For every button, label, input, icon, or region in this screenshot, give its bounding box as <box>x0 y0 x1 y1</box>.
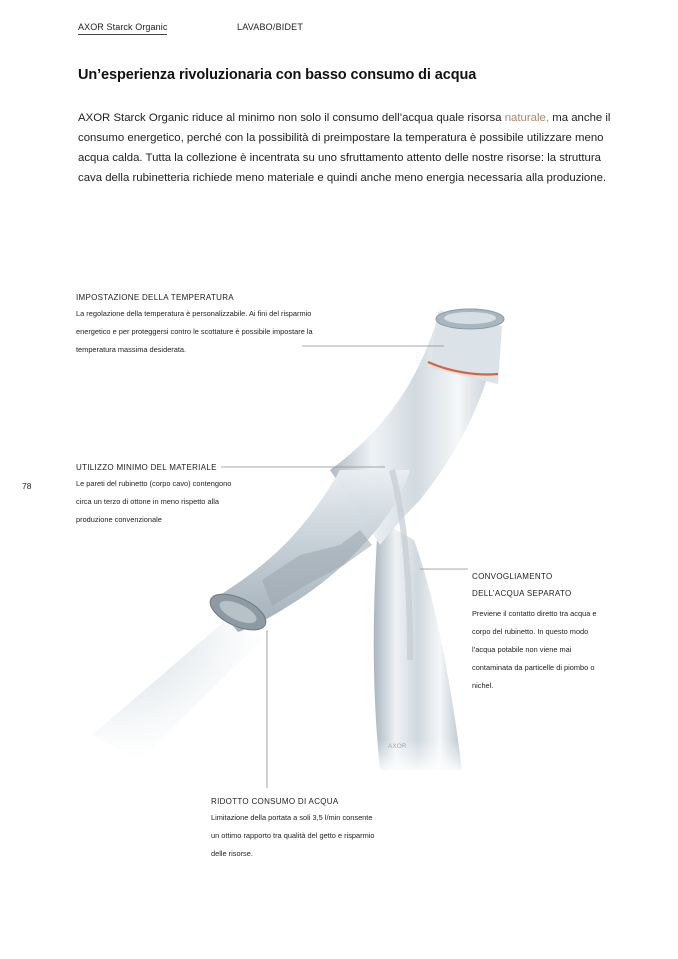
callout-temperature-body: La regolazione della temperatura è personalizzabile. Ai fini del risparmio energetico e per proteggersi contro le scottature è possibile impostare la temperatura massima desiderata. <box>76 309 313 354</box>
callout-temperature <box>76 293 316 359</box>
water-spray <box>92 620 262 760</box>
header-section: LAVABO/BIDET <box>237 22 304 32</box>
faucet-body <box>374 520 462 770</box>
intro-highlight: naturale, <box>504 112 550 124</box>
intro-text-end: ma anche il consumo energetico, perché con la possibilità di preimpostare la temperatura è possibile utilizzare meno acqua calda. Tutta la collezione è incentrata su uno sfruttamento attento delle nostre risorse: la struttura cava della rubinetteria richiede meno materiale e quindi anche meno energia necessaria alla produzione. <box>78 112 611 184</box>
callout-temperature-title: IMPOSTAZIONE DELLA TEMPERATURA <box>76 293 234 302</box>
callout-material <box>76 463 246 529</box>
callout-separate-title: CONVOGLIAMENTO DELL’ACQUA SEPARATO <box>472 572 572 598</box>
page-number: 78 <box>22 481 32 491</box>
callout-flow <box>211 797 381 863</box>
callout-material-title: UTILIZZO MINIMO DEL MATERIALE <box>76 463 217 472</box>
callout-separate <box>472 568 602 695</box>
callout-flow-title: RIDOTTO CONSUMO DI ACQUA <box>211 797 339 806</box>
callout-material-body: Le pareti del rubinetto (corpo cavo) contengono circa un terzo di ottone in meno rispetto alla produzione convenzionale <box>76 479 232 524</box>
intro-text-start: AXOR Starck Organic riduce al minimo non solo il consumo dell’acqua quale risorsa <box>78 112 505 124</box>
header-brand: AXOR Starck Organic <box>78 22 167 35</box>
page-title: Un’esperienza rivoluzionaria con basso consumo di acqua <box>78 67 477 83</box>
callout-flow-body: Limitazione della portata a soli 3,5 l/min consente un ottimo rapporto tra qualità del getto e risparmio delle risorse. <box>211 813 375 858</box>
callout-separate-body: Previene il contatto diretto tra acqua e corpo del rubinetto. In questo modo l’acqua potabile non viene mai contaminata da particelle di piombo o nichel. <box>472 609 597 690</box>
